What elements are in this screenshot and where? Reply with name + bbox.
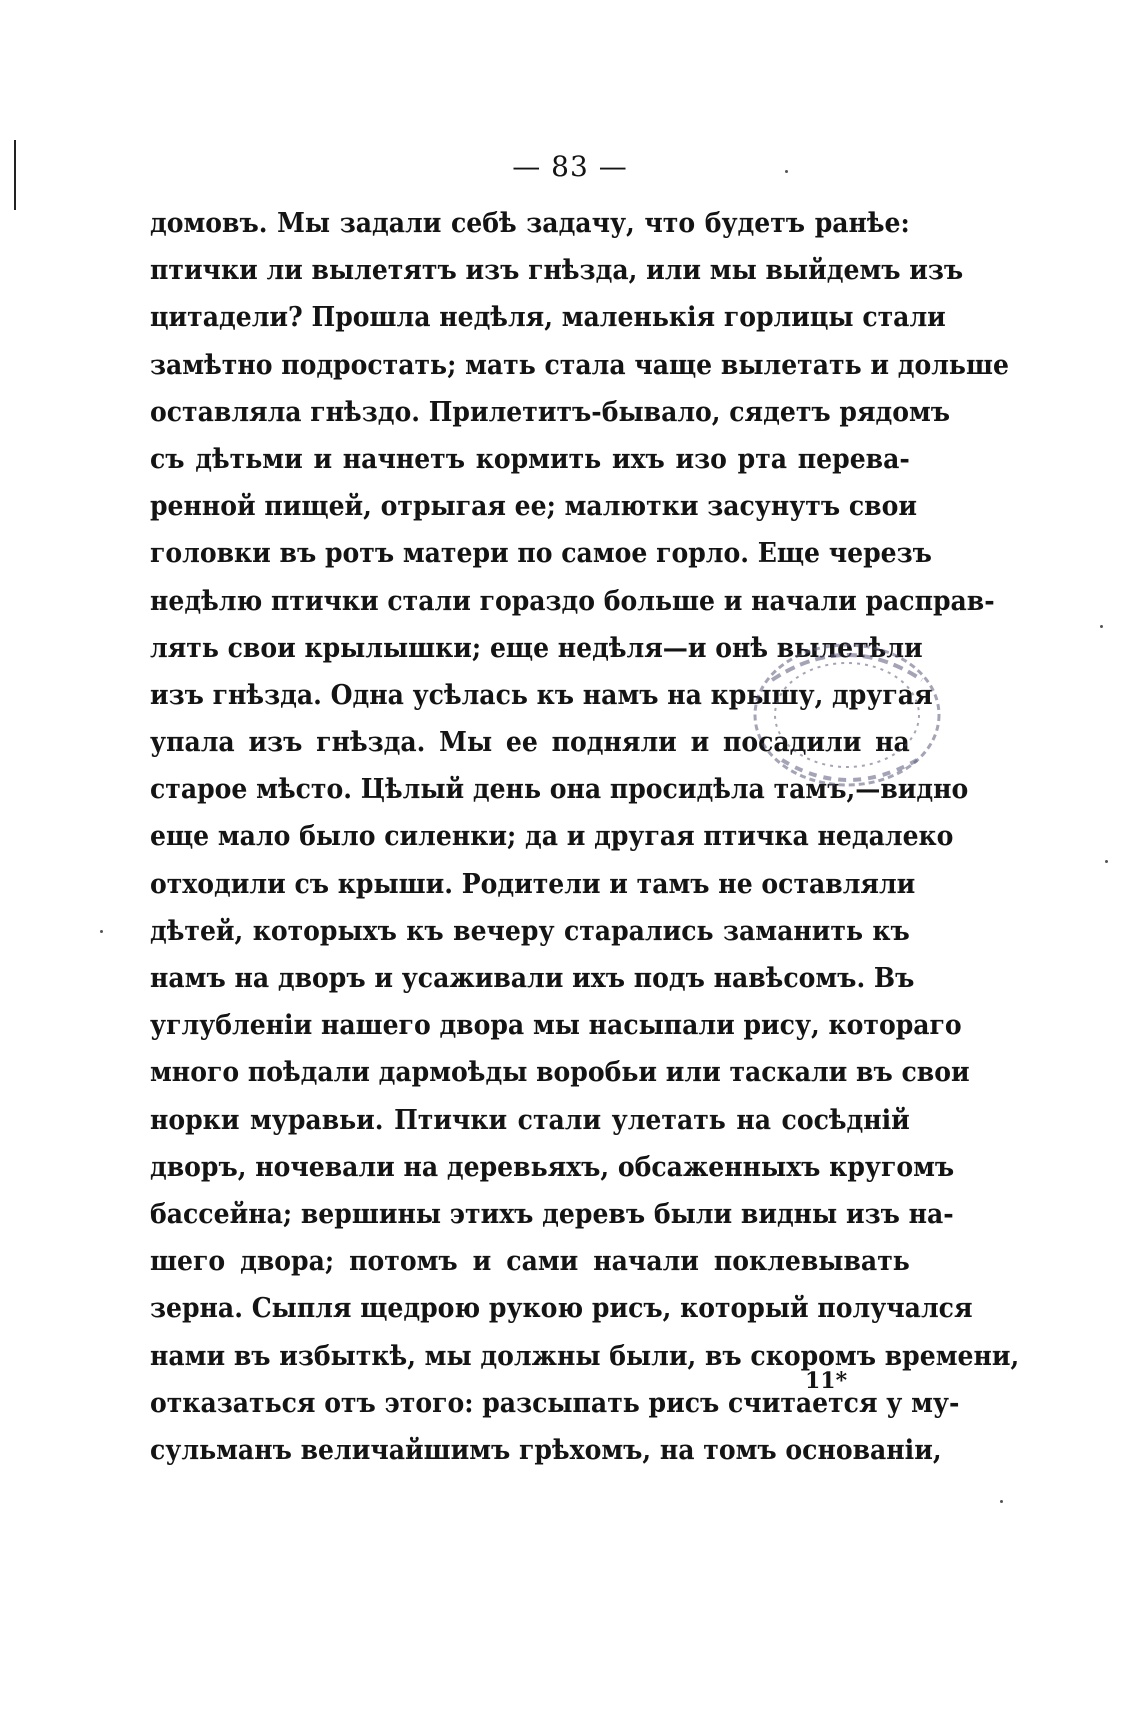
library-stamp-icon (712, 620, 952, 820)
text-line: старое мѣсто. Цѣлый день она просидѣла тамъ,—видно (150, 774, 969, 806)
text-line: нами въ избыткѣ, мы должны были, въ скоромъ времени, (150, 1340, 1020, 1372)
text-line: дворъ, ночевали на деревьяхъ, обсаженныхъ кругомъ (150, 1151, 955, 1183)
text-line: замѣтно подростать; мать стала чаще вылетать и дольше (150, 349, 1009, 381)
text-line: отказаться отъ этого: разсыпать рисъ считается у му- (150, 1387, 960, 1419)
text-line: оставляла гнѣздо. Прилетитъ-бывало, сядетъ рядомъ (150, 396, 951, 428)
text-line: норки муравьи. Птички стали улетать на сосѣдній (150, 1104, 910, 1136)
paper-speck (100, 930, 103, 933)
text-line: цитадели? Прошла недѣля, маленькія горлицы стали (150, 302, 946, 334)
printer-signature-mark: 11* (805, 1368, 848, 1394)
paper-speck (785, 170, 788, 173)
text-line: ренной пищей, отрыгая ее; малютки засунутъ свои (150, 491, 917, 523)
page-number: — 83 — (512, 150, 628, 183)
text-line: много поѣдали дармоѣды воробьи или таскали въ свои (150, 1057, 970, 1089)
text-line: дѣтей, которыхъ къ вечеру старались заманить къ (150, 915, 910, 947)
text-line: птички ли вылетятъ изъ гнѣзда, или мы выйдемъ изъ (150, 255, 964, 287)
body-text (150, 200, 1020, 1474)
text-line: лять свои крылышки; еще недѣля—и онѣ вылетѣли (150, 632, 923, 664)
text-line: сульманъ величайшимъ грѣхомъ, на томъ основаніи, (150, 1434, 942, 1466)
text-line: отходили съ крыши. Родители и тамъ не оставляли (150, 868, 916, 900)
text-line: еще мало было силенки; да и другая птичка недалеко (150, 821, 954, 853)
text-line: изъ гнѣзда. Одна усѣлась къ намъ на крышу, другая (150, 679, 933, 711)
text-line: углубленіи нашего двора мы насыпали рису, котораго (150, 1010, 962, 1042)
paper-speck (1000, 1500, 1003, 1503)
text-line: зерна. Сыпля щедрою рукою рисъ, который получался (150, 1293, 973, 1325)
text-line: домовъ. Мы задали себѣ задачу, что будетъ ранѣе: (150, 208, 910, 239)
text-line: съ дѣтьми и начнетъ кормить ихъ изо рта перева- (150, 443, 910, 475)
text-line: бассейна; вершины этихъ деревъ были видны изъ на- (150, 1198, 954, 1230)
text-line: головки въ ротъ матери по самое горло. Еще черезъ (150, 538, 932, 570)
text-line: упала изъ гнѣзда. Мы ее подняли и посадили на (150, 727, 910, 759)
text-line: недѣлю птички стали гораздо больше и начали расправ- (150, 585, 995, 617)
text-line: намъ на дворъ и усаживали ихъ подъ навѣсомъ. Въ (150, 963, 915, 994)
paper-speck (1105, 860, 1108, 863)
text-line: шего двора; потомъ и сами начали поклевывать (150, 1246, 910, 1278)
paper-speck (1100, 625, 1103, 628)
